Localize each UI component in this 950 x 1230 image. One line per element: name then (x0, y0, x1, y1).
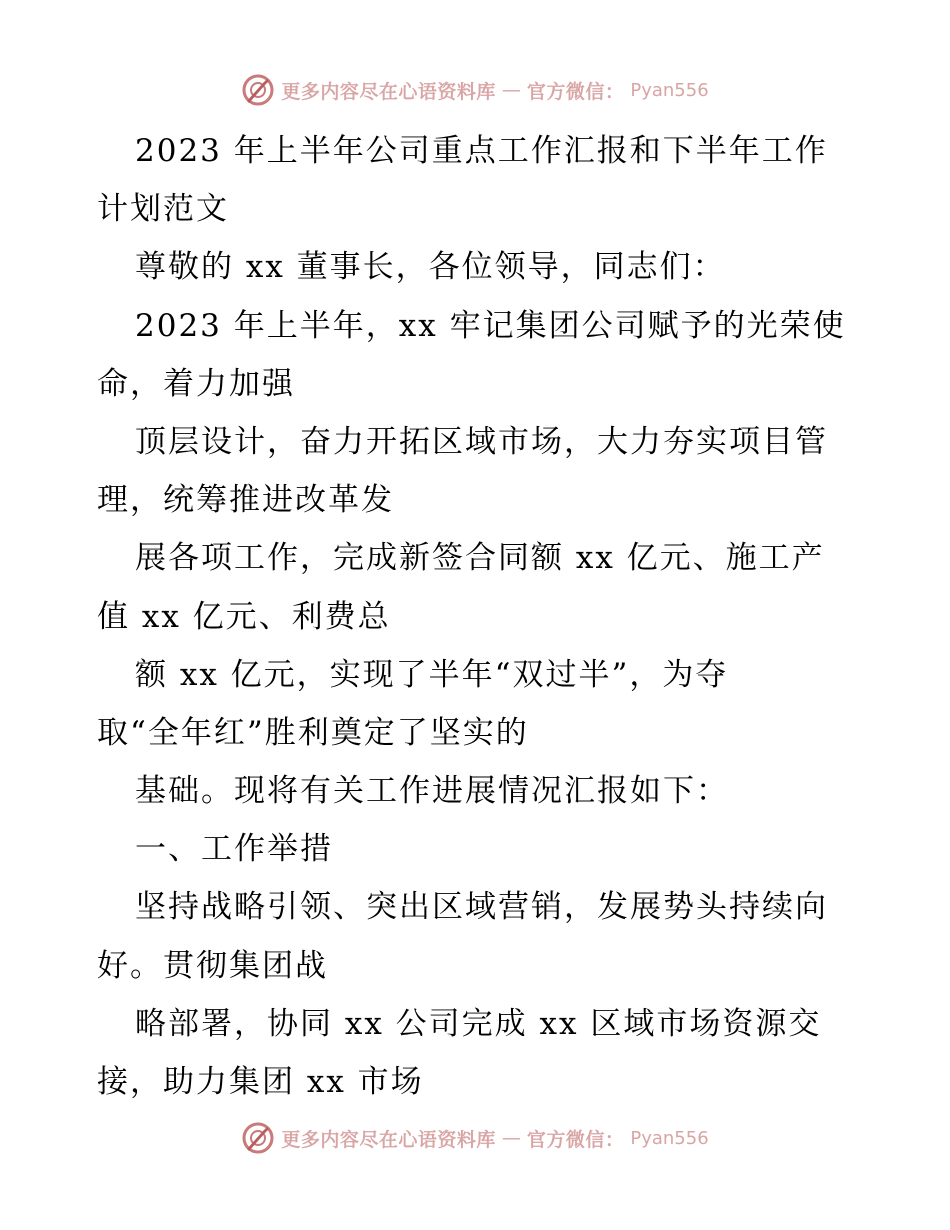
pen-circle-logo-icon (241, 73, 275, 107)
document-body (97, 122, 857, 1111)
document-title-line-1: 2023 年上半年公司重点工作汇报和下半年工作 (135, 133, 828, 169)
paragraph-line: 展各项工作，完成新签合同额 xx 亿元、施工产 (135, 540, 825, 577)
paragraph-line: 理，统筹推进改革发 (97, 482, 394, 519)
paragraph-line: 顶层设计，奋力开拓区域市场，大力夯实项目管 (135, 423, 828, 460)
watermark-wechat-label: 官方微信： (526, 1128, 625, 1151)
paragraph-line: 命，着力加强 (97, 365, 295, 402)
paragraph-line: 接，助力集团 xx 市场 (97, 1064, 424, 1100)
watermark-text: 更多内容尽在心语资料库 (281, 80, 496, 103)
watermark-wechat-label: 官方微信： (526, 80, 625, 103)
watermark-dash: — (501, 1127, 521, 1149)
header-watermark (0, 70, 950, 110)
paragraph-line: 略部署，协同 xx 公司完成 xx 区域市场资源交 (135, 1005, 822, 1042)
watermark-wechat-id: Pyan556 (630, 1127, 709, 1149)
watermark-wechat-id: Pyan556 (630, 79, 709, 101)
section-heading: 一、工作举措 (135, 831, 333, 868)
paragraph-line: 取“全年红”胜利奠定了坚实的 (97, 714, 529, 751)
watermark-dash: — (501, 79, 521, 101)
watermark-text: 更多内容尽在心语资料库 (281, 1128, 496, 1151)
paragraph-line: 坚持战略引领、突出区域营销，发展势头持续向 (135, 889, 828, 926)
paragraph-line: 额 xx 亿元，实现了半年“双过半”，为夺 (135, 656, 729, 693)
paragraph-line: 2023 年上半年，xx 牢记集团公司赋予的光荣使 (135, 307, 846, 344)
footer-watermark (0, 1118, 950, 1158)
document-title-line-2: 计划范文 (97, 191, 229, 228)
pen-circle-logo-icon (241, 1121, 275, 1155)
paragraph-line: 好。贯彻集团战 (97, 947, 328, 984)
paragraph-line: 值 xx 亿元、利费总 (97, 598, 391, 635)
paragraph-line: 基础。现将有关工作进展情况汇报如下： (135, 773, 729, 810)
salutation-line: 尊敬的 xx 董事长，各位领导，同志们： (135, 249, 726, 286)
